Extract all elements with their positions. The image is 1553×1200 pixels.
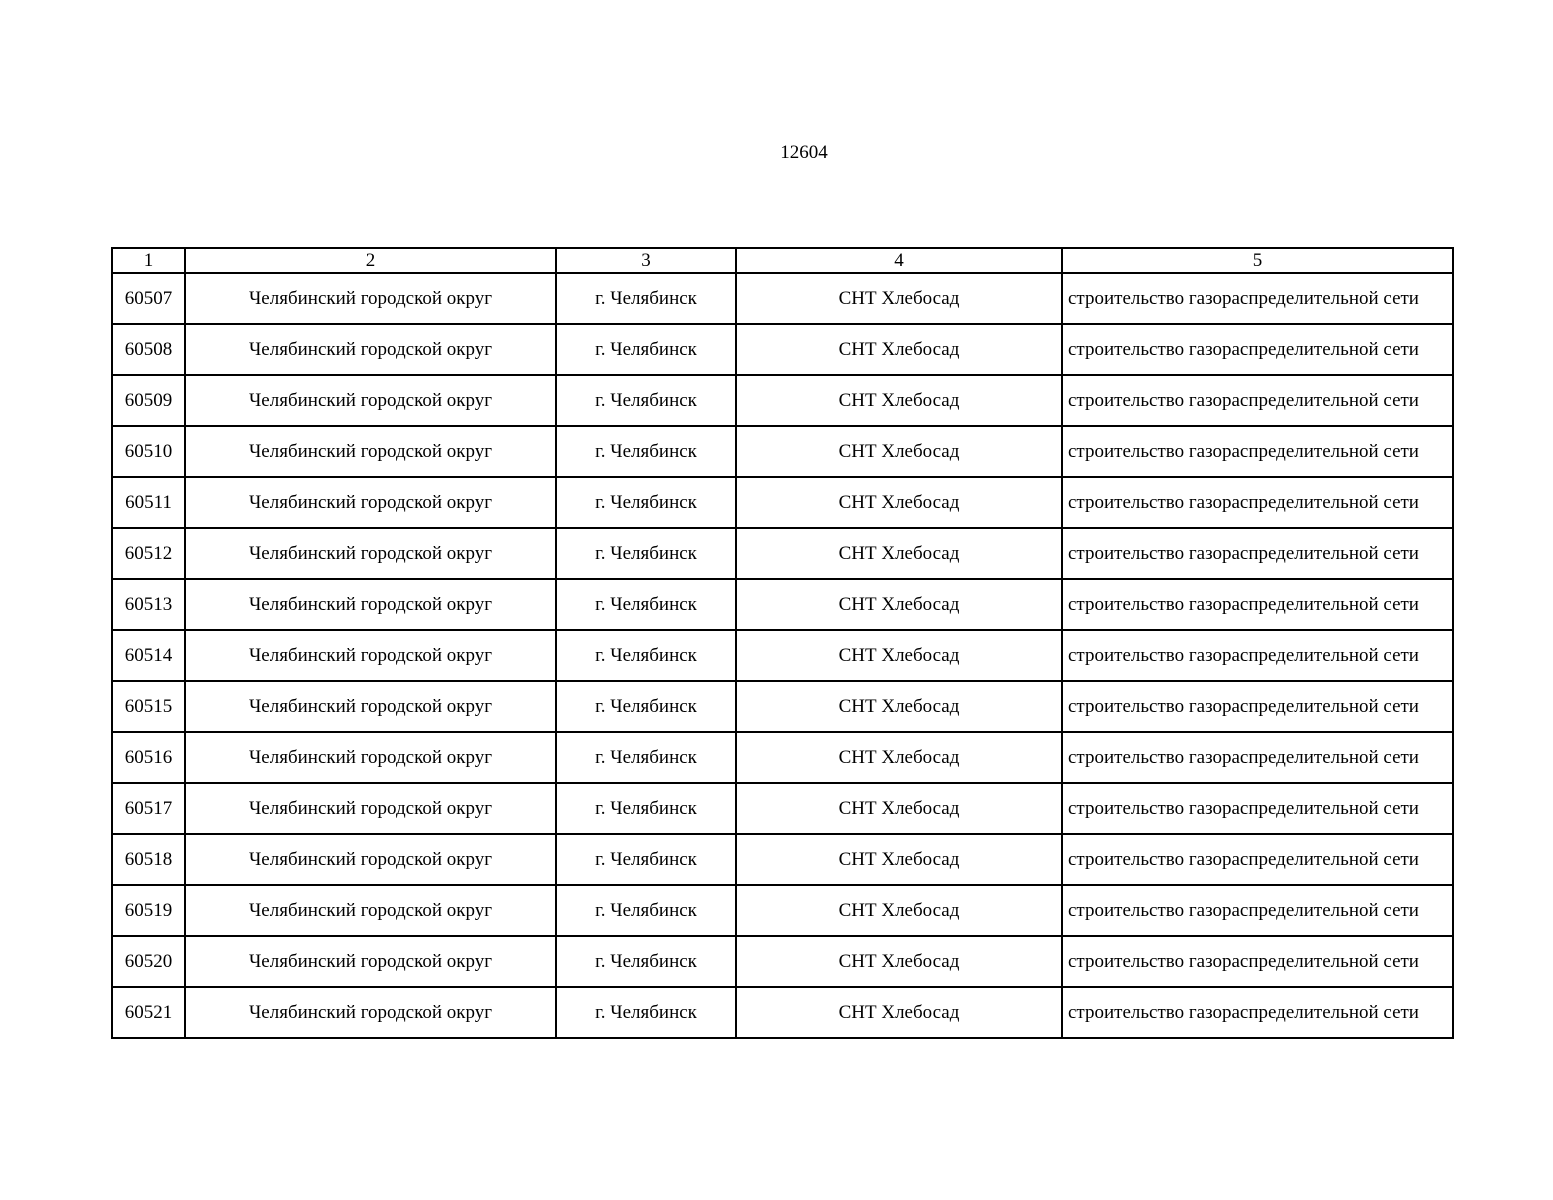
cell-district: Челябинский городской округ xyxy=(185,477,556,528)
cell-purpose: строительство газораспределительной сети xyxy=(1062,324,1453,375)
table-row xyxy=(112,324,1453,375)
column-header-2: 2 xyxy=(185,248,556,273)
cell-location: СНТ Хлебосад xyxy=(736,783,1062,834)
cell-location: СНТ Хлебосад xyxy=(736,936,1062,987)
cell-district: Челябинский городской округ xyxy=(185,732,556,783)
cell-locality: г. Челябинск xyxy=(556,681,736,732)
cell-location: СНТ Хлебосад xyxy=(736,324,1062,375)
cell-purpose: строительство газораспределительной сети xyxy=(1062,273,1453,324)
cell-location: СНТ Хлебосад xyxy=(736,987,1062,1038)
cell-location: СНТ Хлебосад xyxy=(736,426,1062,477)
cell-locality: г. Челябинск xyxy=(556,630,736,681)
cell-district: Челябинский городской округ xyxy=(185,426,556,477)
cell-purpose: строительство газораспределительной сети xyxy=(1062,681,1453,732)
cell-location: СНТ Хлебосад xyxy=(736,477,1062,528)
cell-locality: г. Челябинск xyxy=(556,987,736,1038)
cell-district: Челябинский городской округ xyxy=(185,681,556,732)
cell-location: СНТ Хлебосад xyxy=(736,732,1062,783)
table-row xyxy=(112,375,1453,426)
table-row xyxy=(112,528,1453,579)
cell-locality: г. Челябинск xyxy=(556,528,736,579)
table-row xyxy=(112,477,1453,528)
cell-locality: г. Челябинск xyxy=(556,477,736,528)
page-number: 12604 xyxy=(780,142,828,163)
table-row xyxy=(112,681,1453,732)
table-row xyxy=(112,579,1453,630)
cell-purpose: строительство газораспределительной сети xyxy=(1062,834,1453,885)
cell-purpose: строительство газораспределительной сети xyxy=(1062,375,1453,426)
cell-locality: г. Челябинск xyxy=(556,936,736,987)
cell-number: 60509 xyxy=(112,375,185,426)
cell-number: 60511 xyxy=(112,477,185,528)
column-header-5: 5 xyxy=(1062,248,1453,273)
cell-district: Челябинский городской округ xyxy=(185,783,556,834)
table-row xyxy=(112,936,1453,987)
cell-location: СНТ Хлебосад xyxy=(736,273,1062,324)
cell-location: СНТ Хлебосад xyxy=(736,681,1062,732)
cell-district: Челябинский городской округ xyxy=(185,630,556,681)
cell-locality: г. Челябинск xyxy=(556,783,736,834)
cell-locality: г. Челябинск xyxy=(556,732,736,783)
register-table xyxy=(111,247,1454,1039)
cell-location: СНТ Хлебосад xyxy=(736,834,1062,885)
cell-number: 60514 xyxy=(112,630,185,681)
cell-district: Челябинский городской округ xyxy=(185,375,556,426)
cell-purpose: строительство газораспределительной сети xyxy=(1062,477,1453,528)
cell-purpose: строительство газораспределительной сети xyxy=(1062,987,1453,1038)
column-header-4: 4 xyxy=(736,248,1062,273)
cell-purpose: строительство газораспределительной сети xyxy=(1062,885,1453,936)
table-row xyxy=(112,783,1453,834)
cell-number: 60512 xyxy=(112,528,185,579)
cell-district: Челябинский городской округ xyxy=(185,834,556,885)
cell-locality: г. Челябинск xyxy=(556,426,736,477)
cell-district: Челябинский городской округ xyxy=(185,528,556,579)
column-header-3: 3 xyxy=(556,248,736,273)
cell-district: Челябинский городской округ xyxy=(185,936,556,987)
table-row xyxy=(112,426,1453,477)
cell-number: 60520 xyxy=(112,936,185,987)
cell-district: Челябинский городской округ xyxy=(185,885,556,936)
cell-locality: г. Челябинск xyxy=(556,273,736,324)
cell-number: 60508 xyxy=(112,324,185,375)
cell-purpose: строительство газораспределительной сети xyxy=(1062,528,1453,579)
table-header xyxy=(112,248,1453,273)
cell-district: Челябинский городской округ xyxy=(185,579,556,630)
cell-purpose: строительство газораспределительной сети xyxy=(1062,936,1453,987)
cell-locality: г. Челябинск xyxy=(556,834,736,885)
table-row xyxy=(112,987,1453,1038)
cell-district: Челябинский городской округ xyxy=(185,987,556,1038)
cell-number: 60515 xyxy=(112,681,185,732)
cell-purpose: строительство газораспределительной сети xyxy=(1062,783,1453,834)
table-body xyxy=(112,273,1453,1038)
table-row xyxy=(112,273,1453,324)
cell-district: Челябинский городской округ xyxy=(185,273,556,324)
header-row xyxy=(112,248,1453,273)
cell-location: СНТ Хлебосад xyxy=(736,630,1062,681)
cell-locality: г. Челябинск xyxy=(556,324,736,375)
cell-number: 60521 xyxy=(112,987,185,1038)
cell-location: СНТ Хлебосад xyxy=(736,375,1062,426)
table-row xyxy=(112,885,1453,936)
table-row xyxy=(112,732,1453,783)
cell-number: 60518 xyxy=(112,834,185,885)
cell-purpose: строительство газораспределительной сети xyxy=(1062,426,1453,477)
column-header-1: 1 xyxy=(112,248,185,273)
cell-number: 60507 xyxy=(112,273,185,324)
cell-location: СНТ Хлебосад xyxy=(736,528,1062,579)
cell-locality: г. Челябинск xyxy=(556,579,736,630)
table-row xyxy=(112,834,1453,885)
table-row xyxy=(112,630,1453,681)
cell-number: 60513 xyxy=(112,579,185,630)
cell-purpose: строительство газораспределительной сети xyxy=(1062,630,1453,681)
cell-locality: г. Челябинск xyxy=(556,885,736,936)
cell-number: 60516 xyxy=(112,732,185,783)
cell-location: СНТ Хлебосад xyxy=(736,579,1062,630)
cell-location: СНТ Хлебосад xyxy=(736,885,1062,936)
cell-district: Челябинский городской округ xyxy=(185,324,556,375)
cell-number: 60517 xyxy=(112,783,185,834)
cell-purpose: строительство газораспределительной сети xyxy=(1062,732,1453,783)
cell-purpose: строительство газораспределительной сети xyxy=(1062,579,1453,630)
cell-locality: г. Челябинск xyxy=(556,375,736,426)
cell-number: 60519 xyxy=(112,885,185,936)
cell-number: 60510 xyxy=(112,426,185,477)
